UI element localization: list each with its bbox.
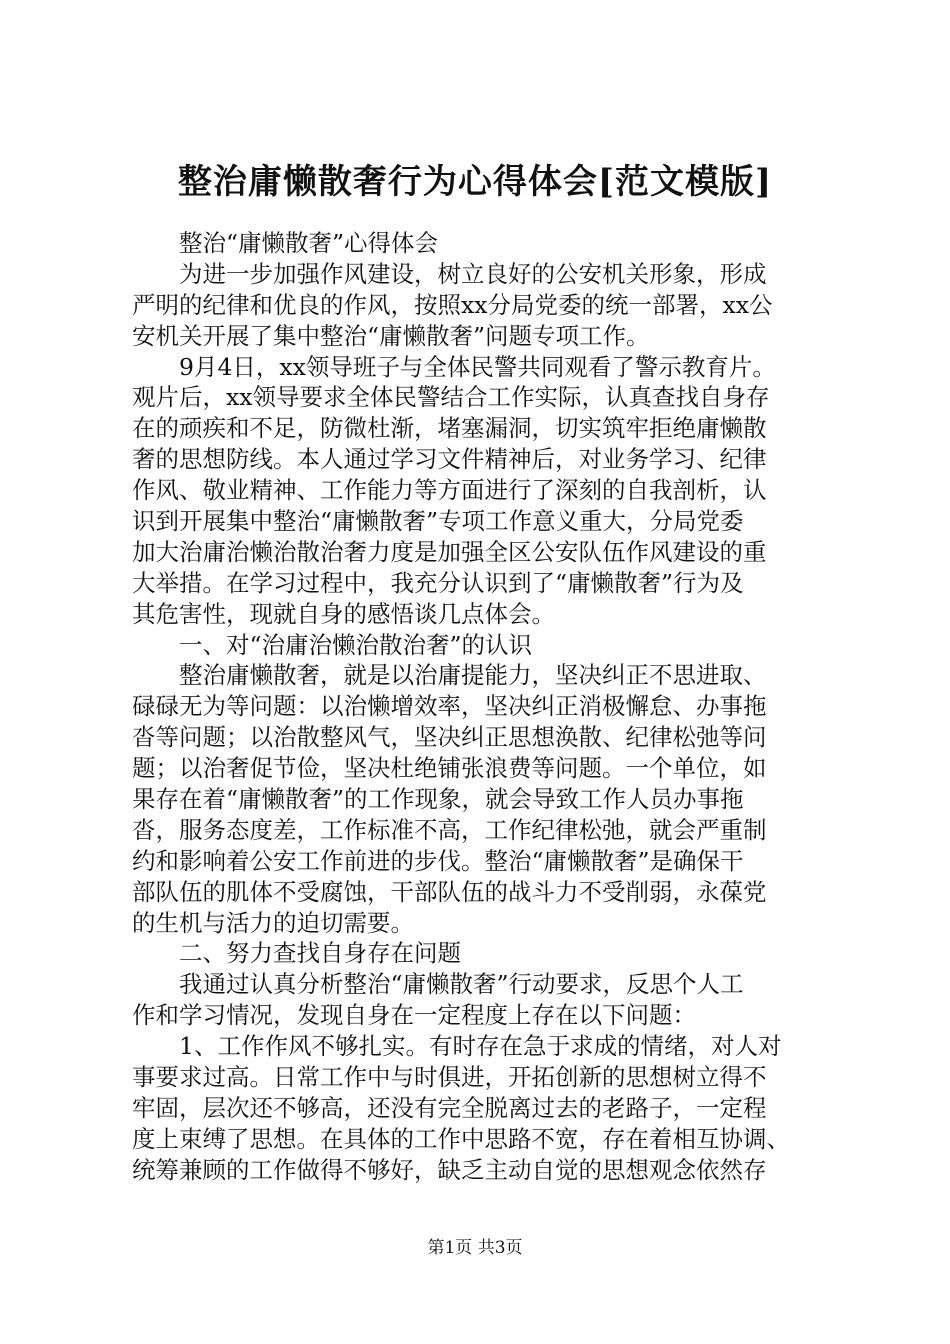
- body-line: 为进一步加强作风建设，树立良好的公安机关形象，形成: [132, 259, 767, 288]
- body-line: 在的顽疾和不足，防微杜渐，堵塞漏洞，切实筑牢拒绝庸懒散: [132, 414, 767, 443]
- body-line: 奢的思想防线。本人通过学习文件精神后，对业务学习、纪律: [132, 445, 767, 474]
- body-line: 牢固，层次还不够高，还没有完全脱离过去的老路子，一定程: [132, 1093, 767, 1122]
- body-line: 一、对“治庸治懒治散治奢”的认识: [132, 630, 533, 659]
- body-line: 观片后，xx领导要求全体民警结合工作实际，认真查找自身存: [132, 383, 770, 412]
- body-line: 加大治庸治懒治散治奢力度是加强全区公安队伍作风建设的重: [132, 537, 767, 566]
- document-body: [132, 228, 832, 1186]
- body-line: 事要求过高。日常工作中与时俱进，开拓创新的思想树立得不: [132, 1063, 767, 1092]
- document-title: 整治庸懒散奢行为心得体会[范文模版]: [177, 162, 773, 202]
- page-footer: 第1页 共3页: [427, 1238, 523, 1258]
- body-line: 作风、敬业精神、工作能力等方面进行了深刻的自我剖析，认: [132, 476, 767, 505]
- body-line: 碌碌无为等问题：以治懒增效率，坚决纠正消极懈怠、办事拖: [132, 692, 767, 721]
- body-line: 沓，服务态度差，工作标准不高，工作纪律松弛，就会严重制: [132, 815, 767, 844]
- body-line: 我通过认真分析整治“庸懒散奢”行动要求，反思个人工: [132, 970, 744, 999]
- body-line: 度上束缚了思想。在具体的工作中思路不宽，存在着相互协调、: [132, 1124, 790, 1153]
- body-line: 沓等问题；以治散整风气，坚决纠正思想涣散、纪律松弛等问: [132, 723, 767, 752]
- body-line: 1、工作作风不够扎实。有时存在急于求成的情绪，对人对: [132, 1032, 782, 1061]
- body-line: 整治“庸懒散奢”心得体会: [132, 229, 439, 257]
- body-line: 安机关开展了集中整治“庸懒散奢”问题专项工作。: [132, 321, 650, 350]
- body-line: 作和学习情况，发现自身在一定程度上存在以下问题：: [132, 1001, 696, 1030]
- body-line: 严明的纪律和优良的作风，按照xx分局党委的统一部署，xx公: [132, 290, 773, 319]
- body-line: 9月4日，xx领导班子与全体民警共同观看了警示教育片。: [132, 352, 776, 381]
- body-line: 二、努力查找自身存在问题: [132, 939, 461, 968]
- body-line: 部队伍的肌体不受腐蚀，干部队伍的战斗力不受削弱，永葆党: [132, 877, 767, 906]
- body-line: 大举措。在学习过程中，我充分认识到了“庸懒散奢”行为及: [132, 568, 744, 597]
- body-line: 题；以治奢促节俭，坚决杜绝铺张浪费等问题。一个单位，如: [132, 754, 767, 783]
- body-line: 果存在着“庸懒散奢”的工作现象，就会导致工作人员办事拖: [132, 785, 744, 814]
- body-line: 其危害性，现就自身的感悟谈几点体会。: [132, 599, 555, 628]
- body-line: 识到开展集中整治“庸懒散奢”专项工作意义重大，分局党委: [132, 507, 744, 536]
- body-line: 的生机与活力的迫切需要。: [132, 908, 414, 937]
- body-line: 统筹兼顾的工作做得不够好，缺乏主动自觉的思想观念依然存: [132, 1155, 767, 1184]
- body-line: 约和影响着公安工作前进的步伐。整治“庸懒散奢”是确保干: [132, 846, 744, 875]
- body-line: 整治庸懒散奢，就是以治庸提能力，坚决纠正不思进取、: [132, 661, 767, 690]
